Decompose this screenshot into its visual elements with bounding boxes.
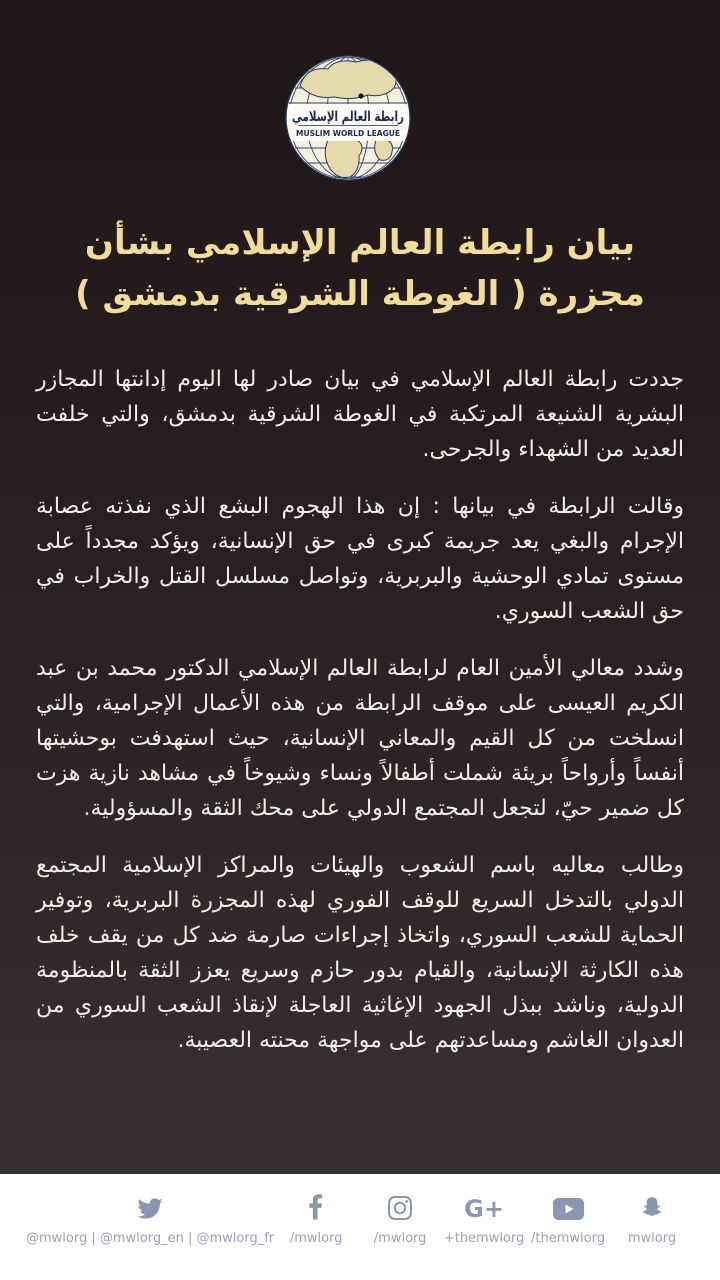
globe-crescent-icon: [272, 44, 448, 196]
social-twitter: [26, 1194, 274, 1246]
social-instagram: [358, 1194, 442, 1246]
mecca-dot-icon: [358, 93, 363, 98]
statement-title: [0, 218, 720, 320]
facebook-icon: [309, 1194, 323, 1221]
instagram-handle: /mwlorg: [373, 1231, 427, 1246]
logo-english-name: MUSLIM WORLD LEAGUE: [296, 129, 400, 138]
paragraph-4: وطالب معاليه باسم الشعوب والهيئات والمراكز الإسلامية المجتمع الدولي بالتدخل السريع للوقف الفوري لهذه المجزرة البربرية، وتوفير الحماية للشعب السوري، واتخاذ إجراءات صارمة ضد كل من يقف خلف هذه الكارثة الإنسانية، والقيام بدور حازم وسريع يعزز الثقة بالمنظومة الدولية، وناشد ببذل الجهود الإغاثية العاجلة لإنقاذ الشعب السوري من العدوان الغاشم ومساعدتهم على مواجهة محنته العصيبة.: [36, 853, 684, 1053]
facebook-handle: /mwlorg: [289, 1231, 343, 1246]
snapchat-icon: [639, 1194, 665, 1221]
mwl-logo: [0, 0, 720, 196]
googleplus-icon: G+: [464, 1195, 504, 1223]
instagram-icon: [387, 1194, 413, 1221]
googleplus-handle: +themwlorg: [443, 1231, 525, 1246]
paragraph-1: جددت رابطة العالم الإسلامي في بيان صادر لها اليوم إدانتها المجازر البشرية الشنيعة المرتكبة في الغوطة الشرقية بدمشق، والتي خلفت العديد من الشهداء والجرحى.: [36, 367, 684, 462]
twitter-handles: @mwlorg | @mwlorg_en | @mwlorg_fr: [26, 1231, 275, 1246]
logo-arabic-name: رابطة العالم الإسلامي: [292, 109, 404, 125]
twitter-icon: [135, 1194, 165, 1221]
youtube-icon: [552, 1194, 585, 1221]
social-snapchat: [610, 1194, 694, 1246]
social-footer: [0, 1174, 720, 1280]
statement-body: [36, 362, 684, 1058]
paragraph-3: وشدد معالي الأمين العام لرابطة العالم الإسلامي الدكتور محمد بن عبد الكريم العيسى على موقف الرابطة من هذه الأعمال الإجرامية، والتي انسلخت من كل القيم والمعاني الإنسانية، حيث استهدفت بوحشيتها أنفساً وأرواحاً بريئة شملت أطفالاً ونساء وشيوخاً في مشاهد نازية هزت كل ضمير حيّ، لتجعل المجتمع الدولي على محك الثقة والمسؤولية.: [36, 656, 684, 821]
snapchat-handle: mwlorg: [627, 1231, 677, 1246]
social-youtube: [526, 1194, 610, 1246]
paragraph-2: وقالت الرابطة في بيانها : إن هذا الهجوم البشع الذي نفذته عصابة الإجرام والبغي يعد جريمة كبرى في حق الإنسانية، ويؤكد مجدداً على مستوى تمادي الوحشية والبربرية، وتواصل مسلسل القتل والخراب في حق الشعب السوري.: [36, 494, 684, 624]
social-googleplus: [442, 1194, 526, 1246]
title-line-1: بيان رابطة العالم الإسلامي بشأن: [84, 223, 636, 263]
title-line-2: مجزرة ( الغوطة الشرقية بدمشق ): [75, 274, 645, 314]
youtube-handle: /themwlorg: [531, 1231, 605, 1246]
social-facebook: [274, 1194, 358, 1246]
